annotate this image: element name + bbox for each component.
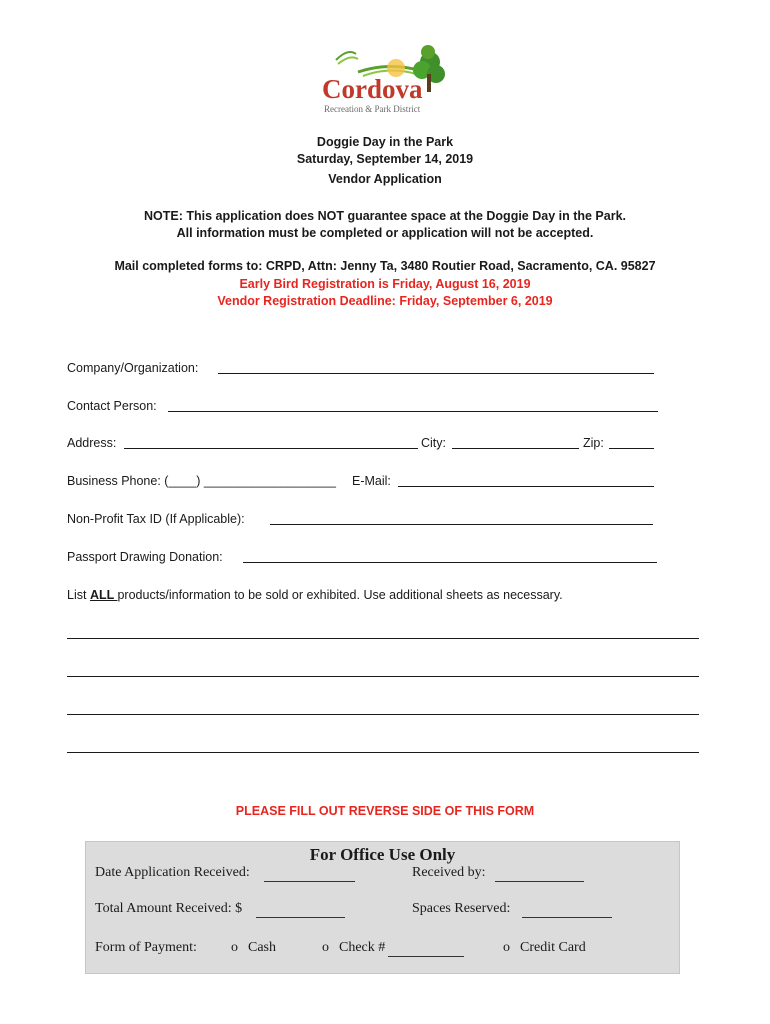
email-label: E-Mail: bbox=[352, 474, 391, 488]
city-input-line[interactable] bbox=[452, 448, 579, 449]
total-amount-line[interactable] bbox=[256, 917, 345, 918]
products-line-3[interactable] bbox=[67, 714, 699, 715]
cordova-logo bbox=[318, 44, 452, 118]
passport-label: Passport Drawing Donation: bbox=[67, 550, 223, 564]
check-label: Check # bbox=[339, 940, 386, 955]
received-by-line[interactable] bbox=[495, 881, 584, 882]
spaces-reserved-label: Spaces Reserved: bbox=[412, 901, 511, 916]
spaces-reserved-line[interactable] bbox=[522, 917, 612, 918]
office-use-box bbox=[85, 841, 680, 974]
date-received-line[interactable] bbox=[264, 881, 355, 882]
zip-label: Zip: bbox=[583, 436, 604, 450]
logo-subtitle: Recreation & Park District bbox=[324, 104, 421, 114]
company-label: Company/Organization: bbox=[67, 361, 199, 375]
logo-name: Cordova bbox=[322, 74, 423, 104]
address-input-line[interactable] bbox=[124, 448, 418, 449]
cash-checkbox[interactable]: o bbox=[231, 940, 238, 955]
company-input-line[interactable] bbox=[218, 373, 654, 374]
credit-card-label: Credit Card bbox=[520, 940, 586, 955]
passport-input-line[interactable] bbox=[243, 562, 657, 563]
products-all-emphasis: ALL bbox=[89, 588, 118, 602]
email-input-line[interactable] bbox=[398, 486, 654, 487]
products-suffix: products/information to be sold or exhibited. Use additional sheets as necessary. bbox=[117, 588, 563, 602]
early-bird-date: Early Bird Registration is Friday, August 16, 2019 bbox=[239, 277, 531, 291]
city-label: City: bbox=[421, 436, 446, 450]
products-prefix: List bbox=[67, 588, 90, 602]
office-use-title: For Office Use Only bbox=[309, 845, 456, 864]
note-line-2: All information must be completed or application will not be accepted. bbox=[176, 226, 594, 240]
mail-instructions: Mail completed forms to: CRPD, Attn: Jenny Ta, 3480 Routier Road, Sacramento, CA. 95827 bbox=[114, 259, 656, 273]
contact-label: Contact Person: bbox=[67, 399, 157, 413]
tax-id-input-line[interactable] bbox=[270, 524, 653, 525]
address-label: Address: bbox=[67, 436, 117, 450]
check-checkbox[interactable]: o bbox=[322, 940, 329, 955]
form-of-payment-label: Form of Payment: bbox=[95, 940, 197, 955]
products-line-4[interactable] bbox=[67, 752, 699, 753]
received-by-label: Received by: bbox=[412, 865, 486, 880]
check-number-line[interactable] bbox=[388, 956, 464, 957]
cash-label: Cash bbox=[248, 940, 276, 955]
event-date: Saturday, September 14, 2019 bbox=[296, 152, 474, 166]
tax-id-label: Non-Profit Tax ID (If Applicable): bbox=[67, 512, 245, 526]
products-instructions bbox=[67, 587, 563, 603]
reverse-side-notice: PLEASE FILL OUT REVERSE SIDE OF THIS FORM bbox=[235, 804, 535, 818]
products-line-1[interactable] bbox=[67, 638, 699, 639]
phone-label: Business Phone: (____) ___________________ bbox=[67, 474, 336, 488]
note-line-1: NOTE: This application does NOT guarantee space at the Doggie Day in the Park. bbox=[143, 209, 627, 223]
application-title: Vendor Application bbox=[328, 172, 442, 186]
event-title: Doggie Day in the Park bbox=[316, 135, 454, 149]
credit-card-checkbox[interactable]: o bbox=[503, 940, 510, 955]
zip-input-line[interactable] bbox=[609, 448, 654, 449]
date-received-label: Date Application Received: bbox=[95, 865, 250, 880]
total-amount-label: Total Amount Received: $ bbox=[95, 901, 243, 916]
registration-deadline: Vendor Registration Deadline: Friday, September 6, 2019 bbox=[217, 294, 553, 308]
products-line-2[interactable] bbox=[67, 676, 699, 677]
contact-input-line[interactable] bbox=[168, 411, 658, 412]
